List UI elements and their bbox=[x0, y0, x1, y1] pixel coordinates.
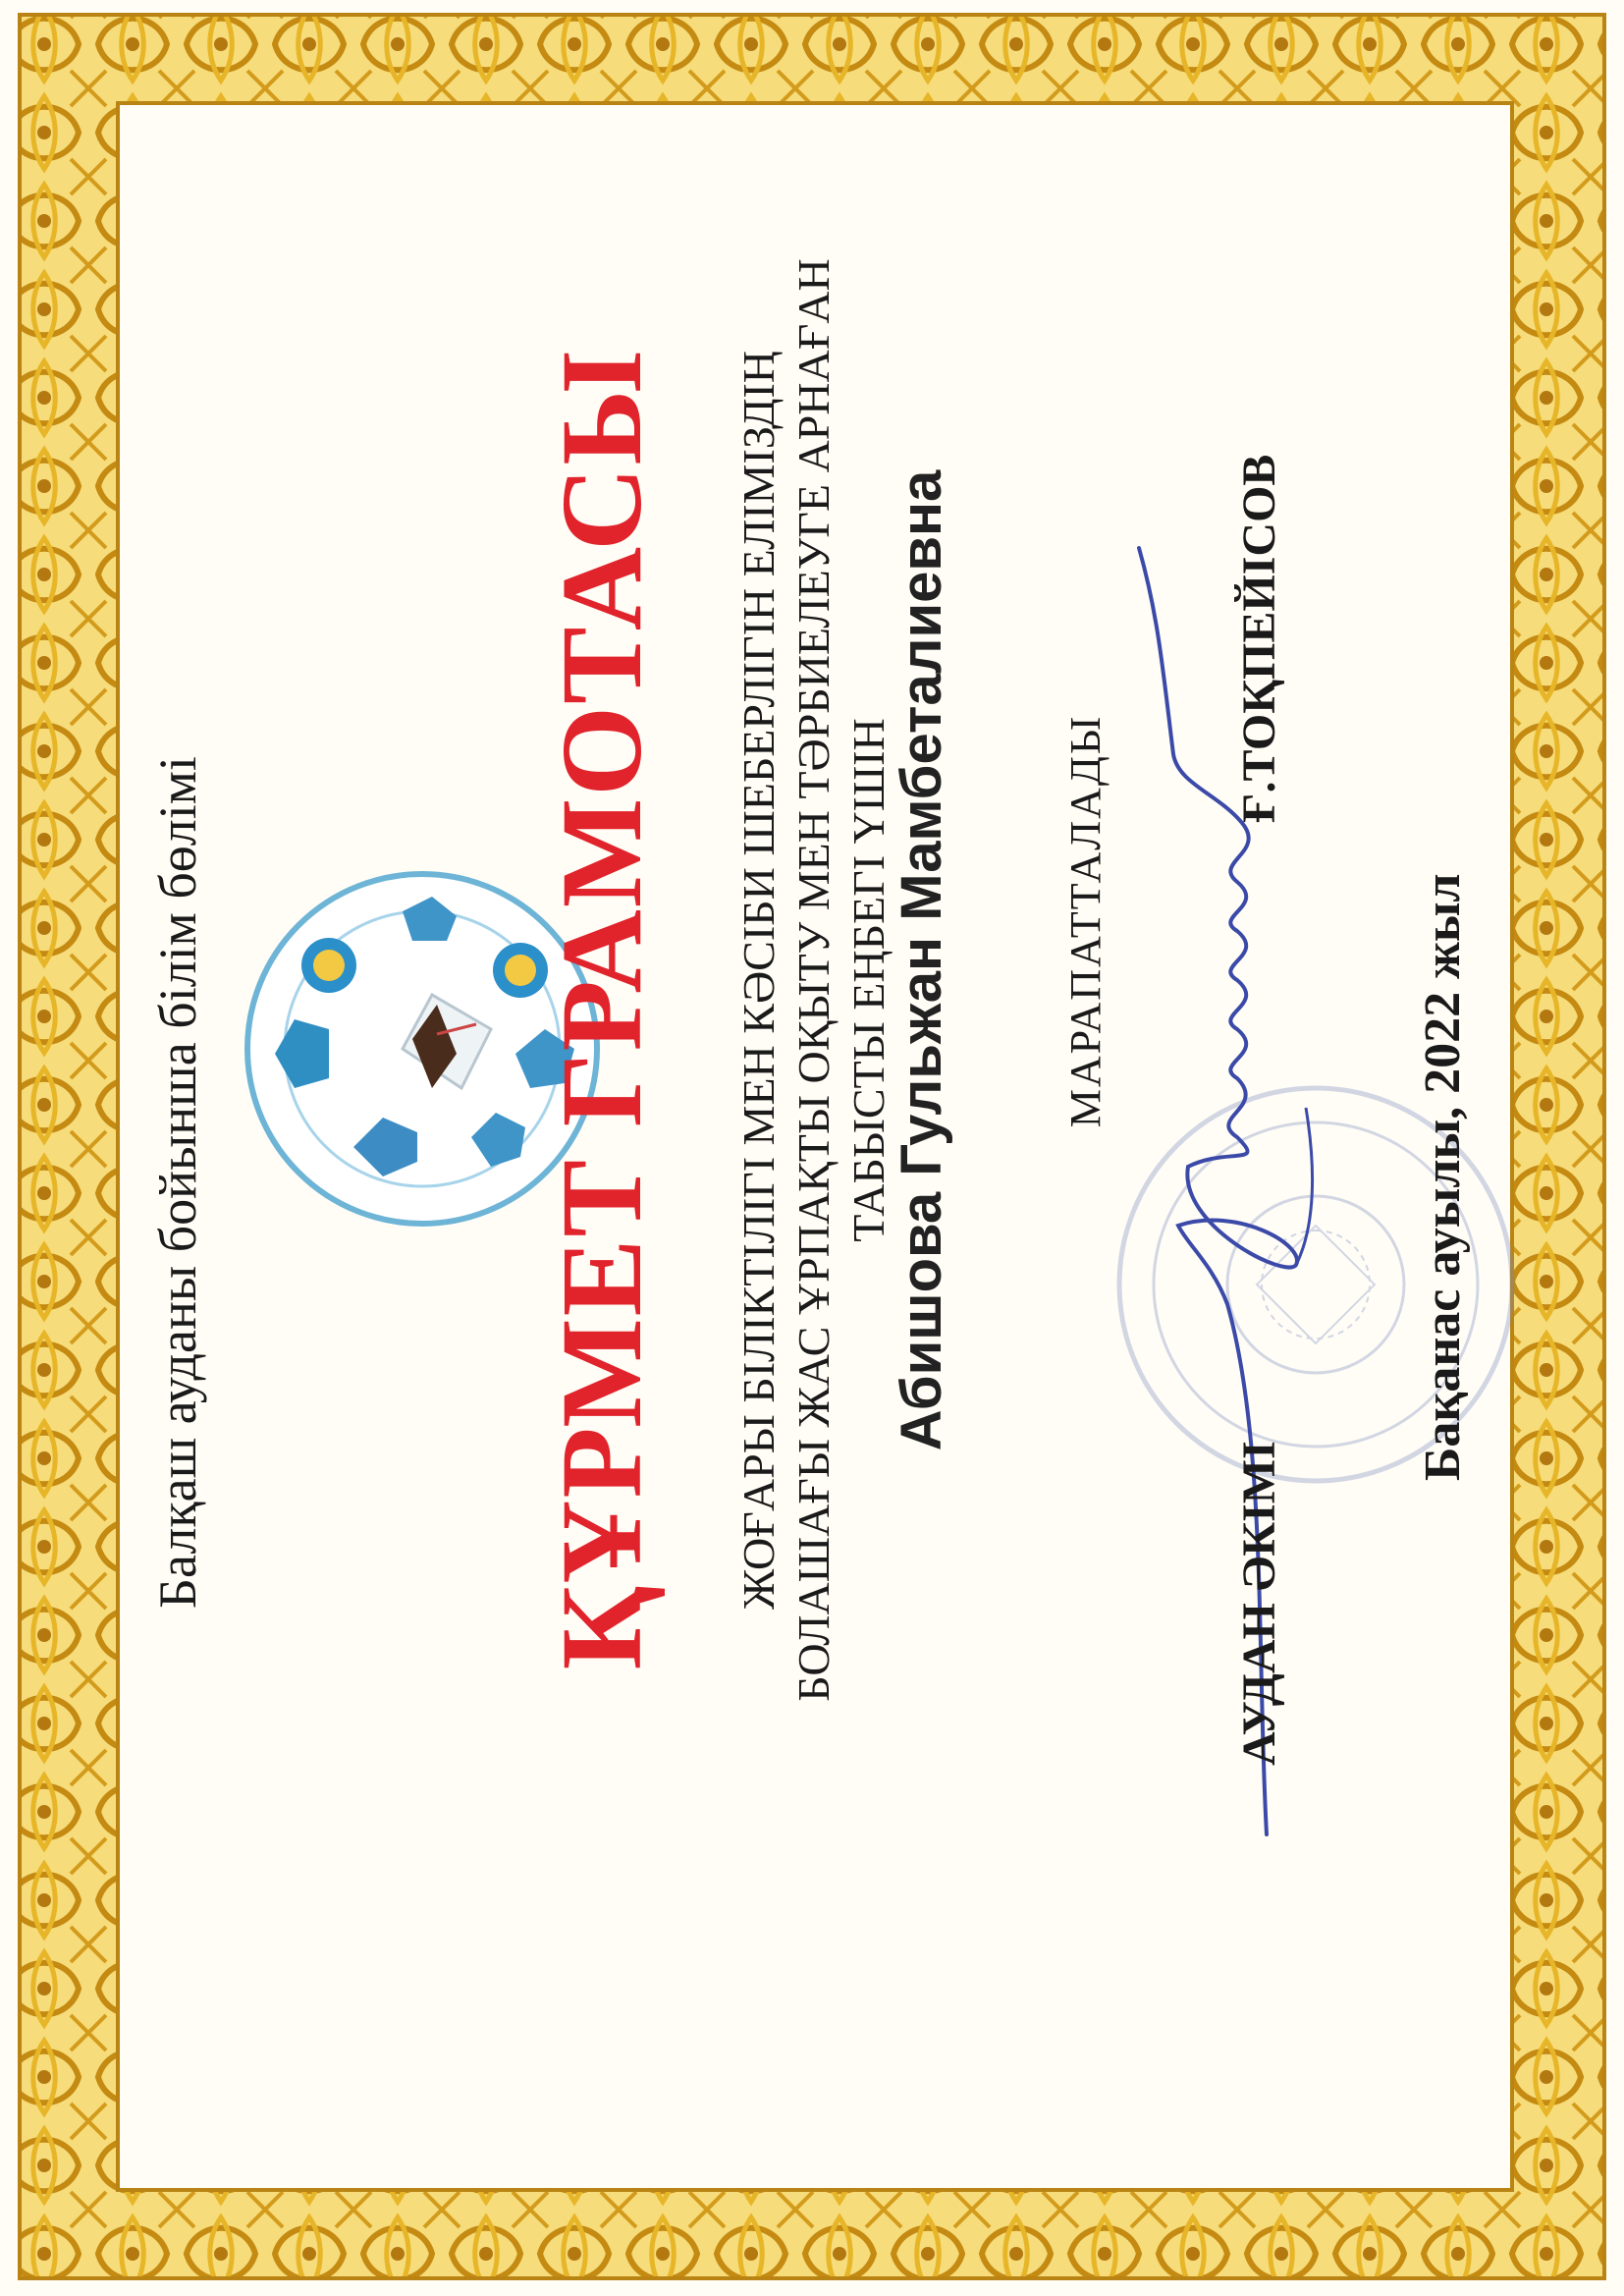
awarded-label: МАРАПАТТАЛАДЫ bbox=[1061, 714, 1110, 1128]
reason-line-3: ТАБЫСТЫ ЕҢБЕГІ ҮШІН bbox=[843, 718, 893, 1242]
reason-line-1: ЖОҒАРЫ БІЛІКТІЛІГІ МЕН КӘСІБИ ШЕБЕРЛІГІН ЕЛІМІЗДІҢ bbox=[733, 351, 784, 1611]
signatory-name: Ғ.ТОҚПЕЙІСОВ bbox=[1233, 454, 1285, 823]
reason-line-2: БОЛАШАҒЫ ЖАС ҰРПАҚТЫ ОҚЫТУ МЕН ТӘРБИЕЛЕУГЕ АРНАҒАН bbox=[788, 258, 839, 1702]
award-reason bbox=[731, 0, 896, 1962]
signatory-role: АУДАН ӘКІМІ bbox=[1233, 1441, 1285, 1766]
recipient-name: Абишова Гульжан Мамбеталиевна bbox=[890, 469, 953, 1451]
certificate-title: ҚҰРМЕТ ГРАМОТАСЫ bbox=[537, 349, 666, 1670]
department-name: Балқаш ауданы бойынша білім бөлімі bbox=[148, 756, 207, 1609]
place-and-date: Бақанас ауылы, 2022 жыл bbox=[1415, 873, 1471, 1481]
